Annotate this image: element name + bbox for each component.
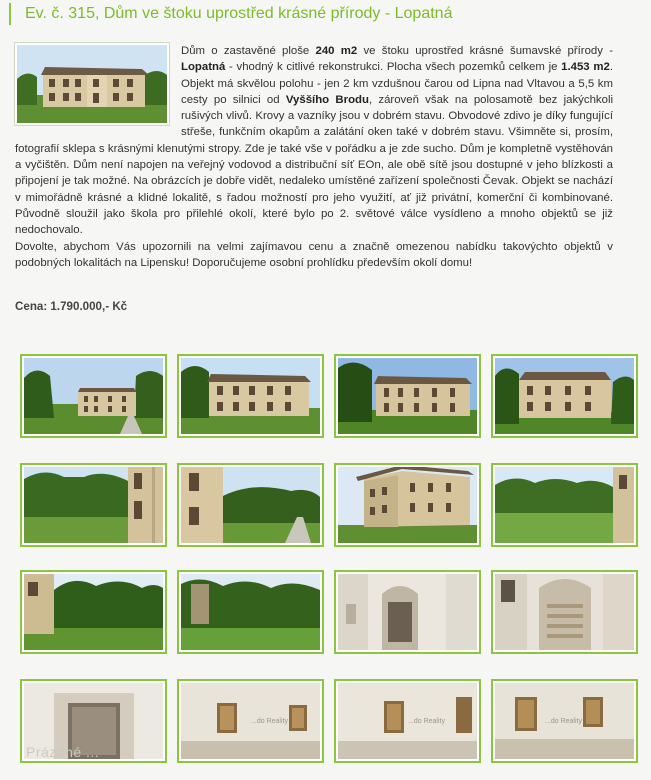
desc-text-5: , zároveň však na polosamotě bez jakýchkoli rušivých vlivů. Krovy a vazníky jsou v dobrém stavu. Obvodové zdivo je díky fungující střeše, funkčním okapům a zalátání oken také v dobrém stavu. Všimněte si, prosím, fotografií sklepa s krásnými klenutými stropy. Zde je také vše v pořádku a je zde sucho. Dům je kompletně vystěhován a vyčištěn. Dům není napojen na veřejný vodovod a distribuční síť EOn, ale obě sítě jsou dostupné v jeho blízkosti a připojení je tak možné. Na obrázcích je dobře vidět, nedaleko umístěné zařízení společnosti Čevak. Objekt se nachází v mimořádně krásné a klidné lokalitě, s řadou možností pro jeho využití, ať již privátní, komerční či kombinované. Původně sloužil jako škola pro přilehlé okolí, které bylo po 2. světové válce vysídleno a mnoho objektů se již nedochovalo. (15, 93, 613, 237)
gallery-thumb-interior-room-corner[interactable] (334, 679, 481, 763)
gallery-thumb-interior-room-window[interactable] (177, 679, 324, 763)
desc-plot: 1.453 m2 (561, 61, 610, 74)
desc-area: 240 m2 (315, 45, 358, 57)
svg-text:...do Reality: ...do Reality (545, 718, 582, 725)
main-photo[interactable] (15, 43, 169, 125)
gallery-thumb-meadow-view[interactable] (491, 463, 638, 547)
desc-town: Vyššího Brodu (285, 93, 369, 106)
watermark-text: Prázdné ... (26, 744, 100, 760)
desc-text-1: Dům o zastavěné ploše (181, 45, 316, 57)
gallery-thumb-garden-trees[interactable] (177, 570, 324, 654)
gallery-thumb-house-front-road[interactable] (20, 354, 167, 438)
gallery-thumb-house-front-trees[interactable] (334, 354, 481, 438)
gallery-thumb-interior-doorway[interactable] (334, 570, 481, 654)
desc-text-3: - vhodný k citlivé rekonstrukci. Plocha všech pozemků celkem je (225, 61, 562, 74)
desc-place: Lopatná (181, 61, 226, 74)
gallery-thumb-interior-staircase[interactable] (491, 570, 638, 654)
gallery-thumb-house-front[interactable] (177, 354, 324, 438)
gallery-thumb-house-wall-corner[interactable] (177, 463, 324, 547)
gallery-thumb-yard-trees[interactable] (20, 570, 167, 654)
svg-text:...do Reality: ...do Reality (251, 718, 288, 725)
gallery-thumb-house-rear[interactable] (334, 463, 481, 547)
svg-text:...do Reality: ...do Reality (408, 718, 445, 725)
gallery-thumb-house-side[interactable] (491, 354, 638, 438)
desc-text-4: . Objekt má skvělou polohu - jen 2 km vzdušnou čarou od Lipna nad Vltavou a 5,5 km cesty po silnici od (181, 61, 613, 106)
desc-text-6: Dovolte, abychom Vás upozornili na velmi zajímavou cenu a značně omezenou nabídku takovýchto objektů v podobných lokalitách na Lipensku! Doporučujeme osobní prohlídku především okolí domu! (15, 240, 613, 269)
listing-description (15, 43, 613, 271)
listing-price: Cena: 1.790.000,- Kč (15, 300, 128, 313)
gallery-thumb-house-wall-garden[interactable] (20, 463, 167, 547)
listing-title: Ev. č. 315, Dům ve štoku uprostřed krásné přírody - Lopatná (9, 3, 641, 25)
gallery-thumb-interior-room-floor[interactable] (491, 679, 638, 763)
desc-text-2: ve štoku uprostřed krásné šumavské přírody - (357, 45, 613, 57)
